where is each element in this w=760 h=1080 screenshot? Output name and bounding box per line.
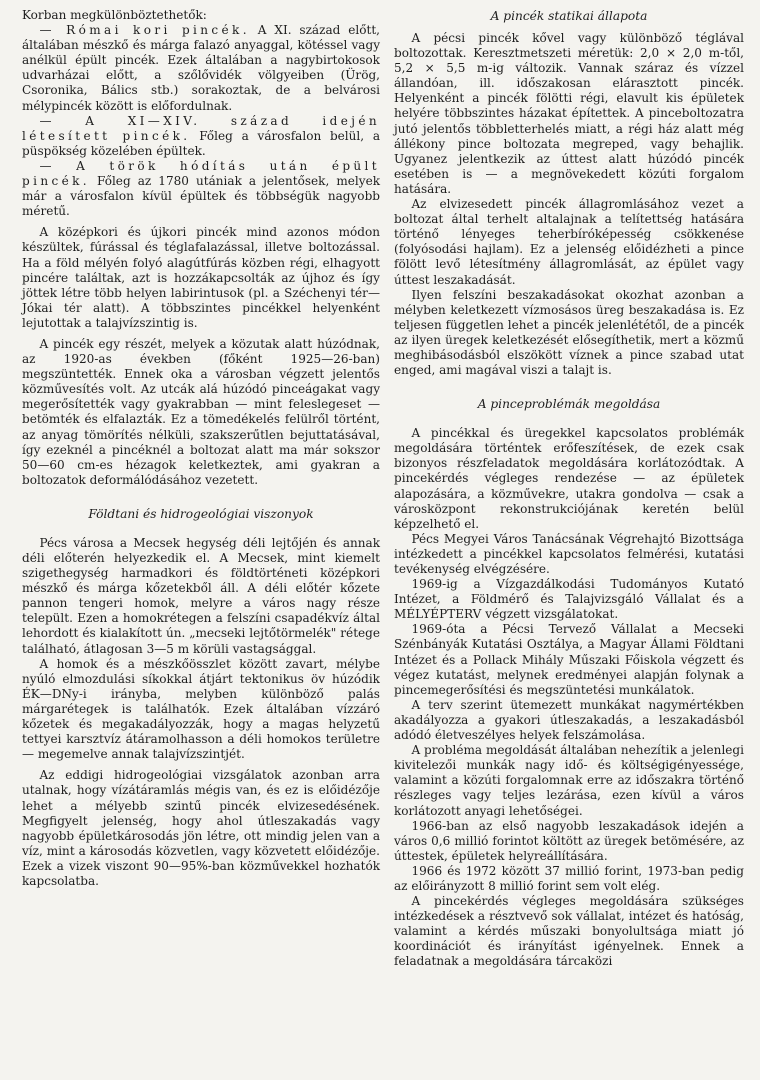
paragraph-1920s: A pincék egy részét, melyek a közutak alatt húzódnak, az 1920-as években (főként 1925—26-ban) megszüntették. Ennek oka a városban végzett jelentős közművesítés volt. Az utcák alá húzódó pinceágakat vagy megerősítették vagy gyakrabban — mint feleslegeset — betömték és elfalazták. Ez a tömedékelés felülről történt, az anyag tömörítés nélküli, szakszerűtlen bejuttatásával, így ezeknél a pincéknél a boltozat alatt ma már sokszor 50—60 cm-es hézagok keletkeztek, ami gyakran a boltozatok deformálódásához vezetett. [22, 336, 380, 487]
item-ottoman-cellars-text: Főleg az 1780 utániak a jelentősek, melyek már a városfalon kívül épültek és többségük nagyobb méretű. [22, 174, 380, 219]
item-medieval-cellars-lead: — A XI—XIV. század idején létesített pincék. [22, 113, 380, 143]
item-roman-cellars-text: A XI. század előtt, általában mészkő és márga falazó anyaggal, kötéssel vagy anélkül épült pincék. Ezek általában a nagybirtokosok udvarházai előtt, a szőlővidék völgyeiben (Ürög, Csoronika, Bálics stb.) sorakoztak, de a belvárosi mélypincék között is előfordulnak. [22, 23, 380, 113]
item-medieval-cellars [22, 114, 380, 159]
section-heading-static: A pincék statikai állapota [490, 9, 648, 23]
paragraph-hydrogeology: Az eddigi hidrogeológiai vizsgálatok azonban arra utalnak, hogy vízátáramlás mégis van, és ez is előidézője lehet a mélyebb szintű pincék elvizesedésének. Megfigyelt jelenség, hogy ahol útleszakadás vagy nagyobb épületkárosodás jön létre, ott mindig jelen van a víz, mint a károsodás közvetlen, vagy közvetett előidézője. Ezek a vizek viszont 90—95%-ban közművekkel hozhatók kapcsolatba. [22, 768, 380, 888]
paragraph-council: Pécs Megyei Város Tanácsának Végrehajtó Bizottsága intézkedett a pincékkel kapcsolatos felmérési, kutatási tevékenység elvégzésére. [394, 531, 744, 576]
paragraph-1966-1972: 1966 és 1972 között 37 millió forint, 1973-ban pedig az előirányzott 8 millió forint sem volt elég. [394, 863, 744, 893]
paragraph-mecsek: Pécs városa a Mecsek hegység déli lejtőjén és annak déli előterén helyezkedik el. A Mecsek, mint kiemelt szigethegység harmadkori és földtörténeti középkori mészkő és márga kőzetekből áll. A déli előtér kőzete pannon tengeri homok, melyre a város nagy része települt. Ezen a homokrétegen a felszíni csapadékvíz által lehordott és kialakított ún. „mecseki lejtőtörmelék" rétege található, átlagosan 3—5 m körüli vastagsággal. [22, 535, 380, 656]
right-column [394, 8, 744, 1080]
paragraph-difficulties: A probléma megoldását általában nehezítik a jelenlegi kivitelezői munkák nagy idő- és költségigényessége, valamint a közúti forgalomnak erre az időszakra történő részleges vagy teljes lezárása, ezen kívül a város korlátozott anyagi lehetőségei. [394, 743, 744, 818]
paragraph-coordination: A pincekérdés végleges megoldására szükséges intézkedések a résztvevő sok vállalat, intézet és hatóság, valamint a kérdés műszaki bonyolultsága miatt jó koordinációt és irányítást igényelnek. Ennek a feladatnak a megoldására tárcaközi [394, 894, 744, 969]
paragraph-surface-collapse: Ilyen felszíni beszakadásokat okozhat azonban a mélyben keletkezett vízmosásos üreg beszakadása is. Ez teljesen független lehet a pincék jelenlététől, de a pincék az ilyen üregek keletkezését elősegíthetik, mert a közmű meghibásodásból elszökött víznek a pince szabad utat enged, ami magával viszi a talajt is. [394, 287, 744, 378]
item-roman-cellars-lead: — Római kori pincék. [39, 23, 250, 38]
intro-line: Korban megkülönböztethetők: [22, 8, 207, 22]
paragraph-tectonic: A homok és a mészkőösszlet között zavart, mélybe nyúló elmozdulási síkokkal átjárt tektonikus öv húzódik ÉK—DNy-i irányba, melyben különböző palás márgarétegek is találhatók. Ezek általában vízzáró kőzetek és megakadályozzák, hogy a magas helyzetű tettyei karsztvíz átáramolhasson a déli homokos területre — megemelve annak talajvízszintjét. [22, 656, 380, 762]
paragraph-vaults: A pécsi pincék kővel vagy különböző téglával boltozottak. Keresztmetszeti méretük: 2,0 × 2,0 m-től, 5,2 × 5,5 m-ig változik. Vannak száraz és vízzel állandóan, ill. időszakosan elárasztott pincék. Helyenként a pincék fölötti régi, elavult kis épületek helyére többszintes házakat építettek. A pinceboltozatra jutó jelentős többletterhelés miatt, a régi ház alatt még állékony pince boltozata megreped, vagy behajlik. Ugyanez jelentkezik az úttest alatt húzódó pincék esetében is — a megnövekedett közúti forgalom hatására. [394, 31, 744, 196]
left-column [22, 8, 380, 1080]
section-heading-geology: Földtani és hidrogeológiai viszonyok [88, 506, 314, 521]
paragraph-1966: 1966-ban az első nagyobb leszakadások idején a város 0,6 millió forintot költött az üregek betömésére, az úttestek, épületek helyreállítására. [394, 818, 744, 863]
paragraph-efforts: A pincékkal és üregekkel kapcsolatos problémák megoldására történtek erőfeszítések, de ezek csak bizonyos részfeladatok megoldására korlátozódtak. A pincekérdés végleges rendezése — az épületek alapozására, a közművekre, utakra gondolva — csak a városközpont rekonstrukciójának keretén belül képzelhető el. [394, 426, 744, 531]
paragraph-construction: A középkori és újkori pincék mind azonos módon készültek, fúrással és téglafalazással, illetve boltozással. Ha a föld mélyén folyó alagútfúrás közben régi, elhagyott pincére találtak, azt is hozzákapcsolták az újhoz és így jöttek létre több helyen labirintusok (pl. a Széchenyi tér—Jókai tér alatt). A többszintes pincékkel helyenként lejutottak a talajvízszintig is. [22, 225, 380, 330]
item-medieval-cellars-text: Főleg a városfalon belül, a püspökség közelében épültek. [22, 128, 381, 158]
item-ottoman-cellars-lead: — A török hódítás után épült pincék. [22, 158, 380, 189]
paragraph-1969-since: 1969-óta a Pécsi Tervező Vállalat a Mecseki Szénbányák Kutatási Osztálya, a Magyar Állami Földtani Intézet és a Pollack Mihály Műszaki Főiskola végzett és végez kutatást, melynek eredményei alapján folynak a pincemegerősítési és megszüntetési munkálatok. [394, 622, 744, 697]
paragraph-schedule: A terv szerint ütemezett munkákat nagymértékben akadályozza a gyakori útleszakadás, a leszakadásból adódó életveszélyes helyek felszámolása. [394, 697, 744, 743]
item-ottoman-cellars [22, 159, 380, 219]
paragraph-wet-cellars: Az elvizesedett pincék állagromlásához vezet a boltozat által terhelt altalajnak a telítettség hatására történő lényeges teherbíróképesség csökkenése (folyósodási hajlam). Ez a jelenség előidézheti a pince fölött levő létesítmény állagromlását, az épület vagy úttest leszakadását. [394, 197, 744, 287]
paragraph-1969-until: 1969-ig a Vízgazdálkodási Tudományos Kutató Intézet, a Földmérő és Talajvizsgáló Vállalat és a MÉLYÉPTERV végzett vizsgálatokat. [394, 577, 744, 622]
item-roman-cellars [22, 23, 380, 114]
section-heading-solutions: A pinceproblémák megoldása [477, 397, 661, 412]
